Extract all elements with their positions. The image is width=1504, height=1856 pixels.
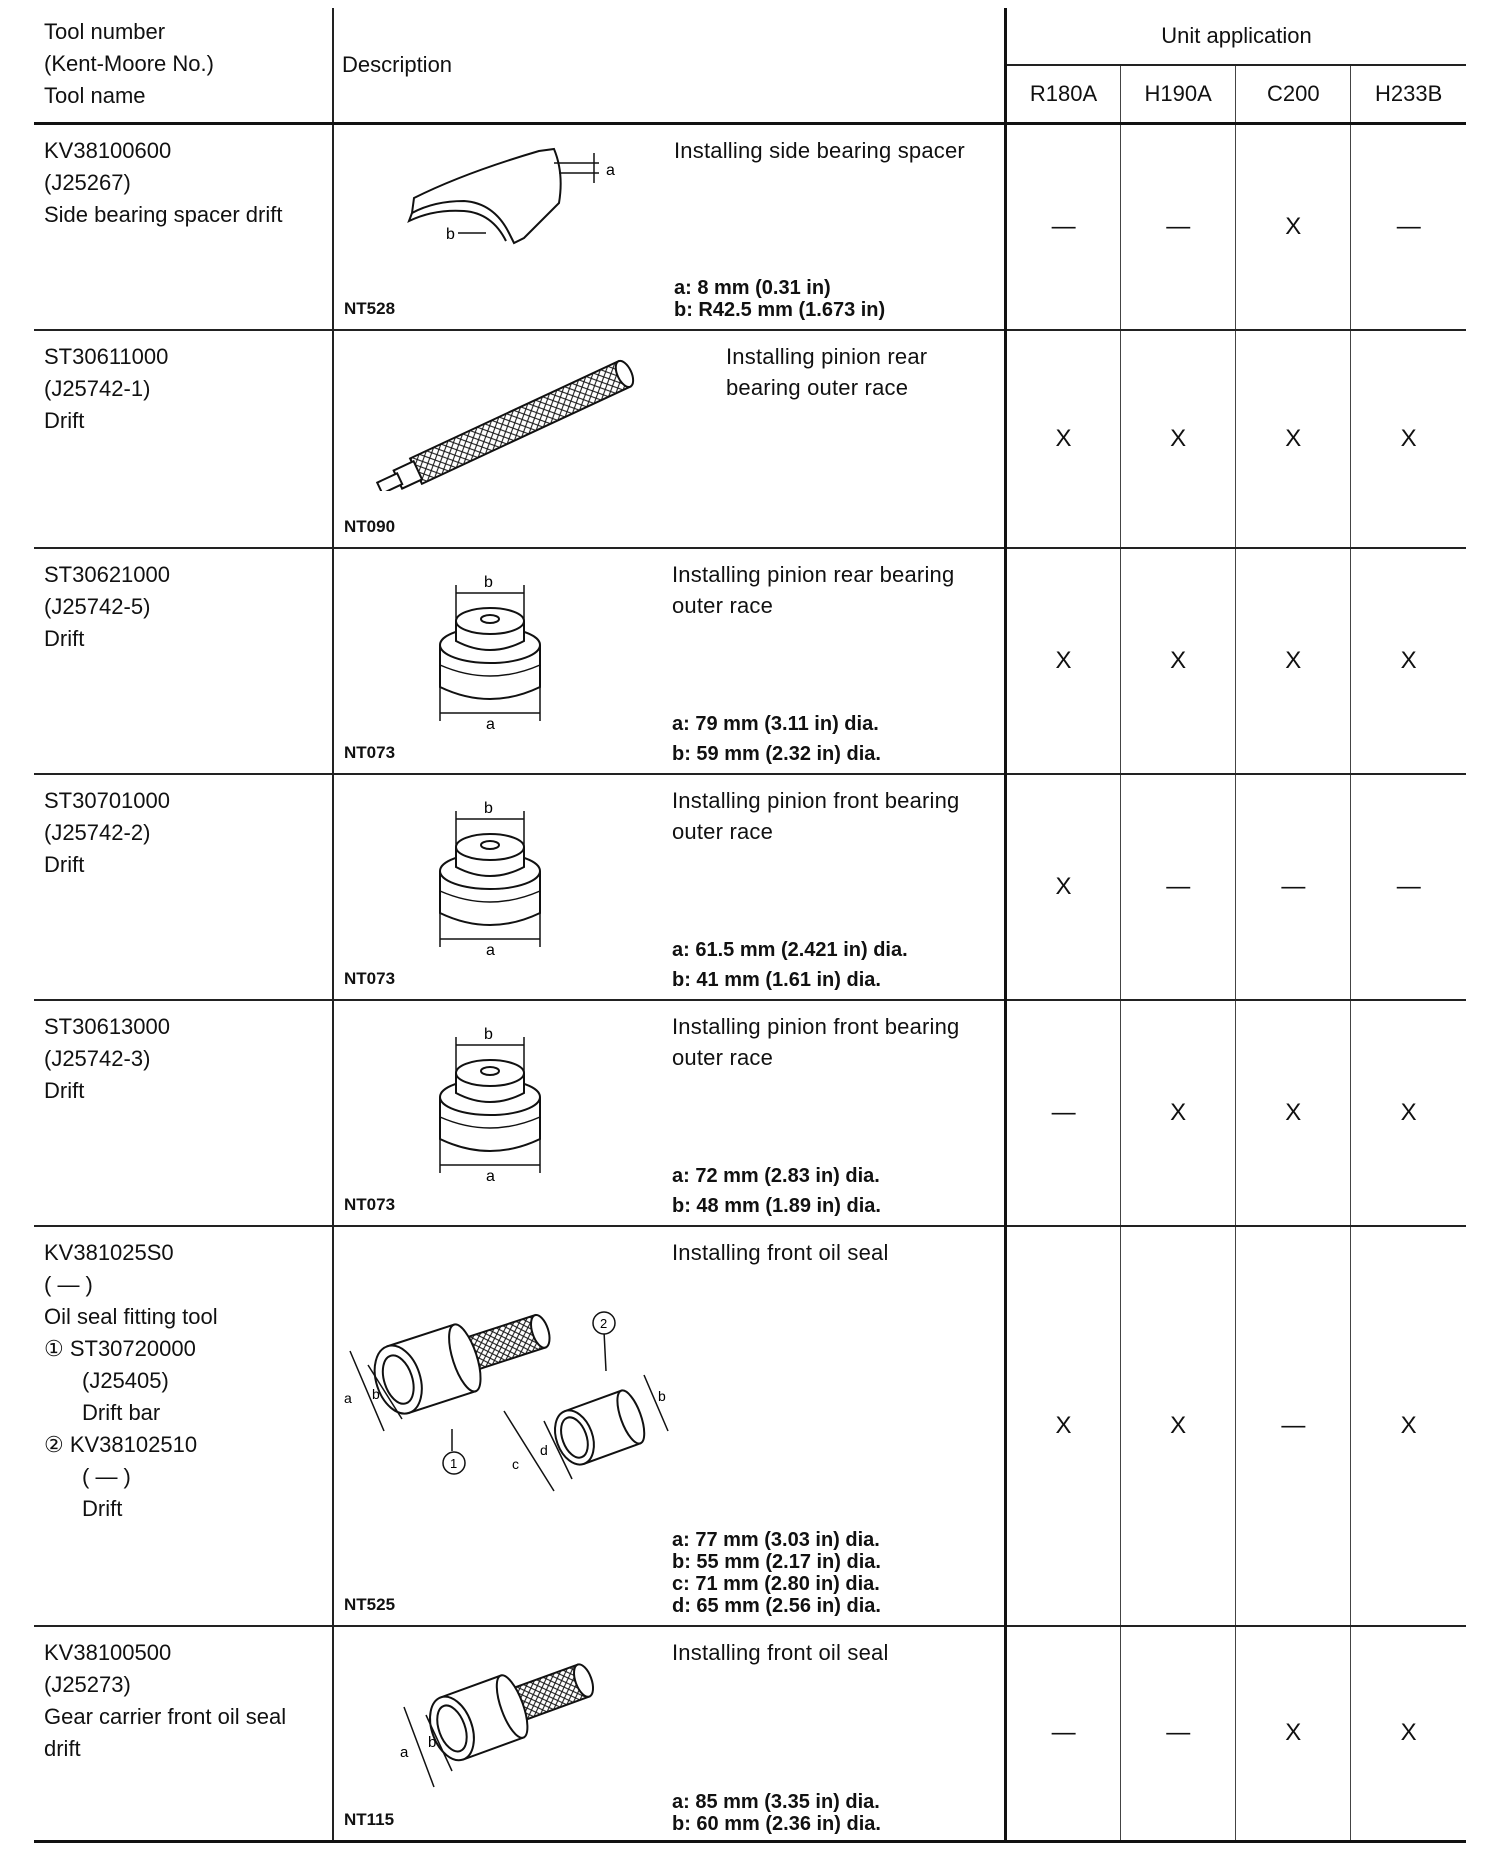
unit-cell-c200: X [1236, 1626, 1351, 1842]
unit-cell-c200: X [1236, 330, 1351, 548]
description-text: Installing pinion rear bearing outer race [726, 343, 928, 400]
header-kent-moore: (Kent-Moore No.) [44, 51, 214, 76]
tool-cell [34, 1626, 333, 1842]
tool-cell [34, 1226, 333, 1626]
header-unit-h190a: H190A [1121, 65, 1236, 124]
svg-text:a: a [606, 162, 615, 179]
figure-code: NT073 [344, 968, 396, 988]
kent-moore-number: (J25742-1) [44, 375, 151, 401]
unit-cell-h233b: X [1351, 1226, 1466, 1626]
drift-stepped-disc-illustration [434, 795, 554, 955]
table-row [34, 548, 1466, 774]
dimensions: a: 72 mm (2.83 in) dia. b: 48 mm (1.89 in) dia. [672, 1164, 881, 1217]
unit-cell-h190a: X [1121, 1226, 1236, 1626]
description-cell [333, 1626, 1006, 1842]
kent-moore-number: (J25267) [44, 170, 131, 195]
svg-text:b: b [372, 1385, 380, 1402]
tool-name: Drift [44, 625, 85, 651]
svg-text:c: c [512, 1455, 519, 1472]
tool-cell [34, 124, 333, 330]
drift-stepped-disc-illustration [434, 569, 554, 729]
tool-number: KV38100600 [44, 138, 172, 163]
table-row [34, 124, 1466, 330]
tool-number: ST30613000 [44, 1013, 170, 1039]
unit-cell-r180a: X [1006, 1226, 1121, 1626]
component-1-name: Drift bar [82, 1399, 161, 1425]
unit-cell-r180a: — [1006, 1626, 1121, 1842]
header-unit-application: Unit application [1006, 8, 1467, 65]
gear-carrier-front-oil-seal-drift-illustration [374, 1647, 624, 1797]
unit-cell-h233b: X [1351, 548, 1466, 774]
kent-moore-number: (J25742-5) [44, 593, 151, 619]
tool-number: ST30621000 [44, 561, 170, 587]
special-tools-table-sheet [34, 8, 1466, 1843]
drift-stepped-disc-illustration [434, 1021, 554, 1181]
svg-text:b: b [446, 226, 455, 243]
svg-text:a: a [344, 1389, 352, 1406]
oil-seal-fitting-tool-illustration [344, 1311, 684, 1511]
dimensions: a: 85 mm (3.35 in) dia. b: 60 mm (2.36 in) dia. [672, 1790, 881, 1835]
dimensions: a: 61.5 mm (2.421 in) dia. b: 41 mm (1.61 in) dia. [672, 938, 908, 991]
description-cell [333, 330, 1006, 548]
svg-text:a: a [400, 1743, 409, 1761]
unit-cell-h233b: — [1351, 124, 1466, 330]
description-cell [333, 1226, 1006, 1626]
svg-text:b: b [428, 1733, 437, 1751]
tool-number: ST30701000 [44, 787, 170, 813]
tool-name: Drift [44, 1077, 85, 1103]
description-text: Installing side bearing spacer [674, 138, 965, 163]
header-unit-r180a: R180A [1006, 65, 1121, 124]
unit-cell-h190a: X [1121, 1000, 1236, 1226]
tool-number: ST30611000 [44, 343, 169, 369]
figure-code: NT073 [344, 742, 396, 762]
svg-text:1: 1 [450, 1455, 458, 1471]
dimensions: a: 77 mm (3.03 in) dia. b: 55 mm (2.17 in) dia. c: 71 mm (2.80 in) dia. d: 65 mm (2.56 in) dia. [672, 1528, 881, 1617]
unit-cell-h190a: — [1121, 774, 1236, 1000]
kent-moore-number: (J25742-3) [44, 1045, 151, 1071]
unit-cell-c200: X [1236, 124, 1351, 330]
table-row [34, 330, 1466, 548]
tool-name: Side bearing spacer drift [44, 202, 283, 227]
svg-text:2: 2 [600, 1315, 608, 1331]
header-unit-c200: C200 [1236, 65, 1351, 124]
tool-number: KV381025S0 [44, 1239, 174, 1265]
figure-code: NT090 [344, 516, 396, 536]
figure-code: NT115 [344, 1810, 395, 1829]
svg-text:d: d [540, 1441, 548, 1458]
unit-cell-h190a: — [1121, 1626, 1236, 1842]
description-cell [333, 548, 1006, 774]
side-bearing-spacer-drift-illustration [374, 143, 624, 263]
unit-cell-h233b: — [1351, 774, 1466, 1000]
special-tools-table [34, 8, 1466, 1843]
description-text: Installing front oil seal [672, 1639, 889, 1665]
svg-text:b: b [484, 573, 493, 591]
description-cell [333, 1000, 1006, 1226]
unit-cell-r180a: — [1006, 1000, 1121, 1226]
description-text: Installing pinion front bearing outer race [672, 1013, 960, 1070]
unit-cell-h190a: — [1121, 124, 1236, 330]
header-description: Description [333, 8, 1006, 124]
unit-cell-h233b: X [1351, 1000, 1466, 1226]
svg-text:b: b [484, 1025, 493, 1043]
svg-text:a: a [486, 1167, 495, 1181]
svg-text:b: b [658, 1387, 666, 1404]
svg-text:a: a [486, 941, 495, 955]
kent-moore-number: ( — ) [44, 1271, 93, 1297]
description-text: Installing front oil seal [672, 1239, 889, 1265]
drift-knurled-bar-illustration [354, 351, 674, 491]
tool-cell [34, 774, 333, 1000]
tool-cell [34, 1000, 333, 1226]
tool-name-cont: drift [44, 1735, 81, 1761]
unit-cell-h233b: X [1351, 1626, 1466, 1842]
dimensions: a: 79 mm (3.11 in) dia. b: 59 mm (2.32 in) dia. [672, 712, 881, 765]
unit-cell-h190a: X [1121, 330, 1236, 548]
table-row [34, 1000, 1466, 1226]
description-text: Installing pinion rear bearing outer race [672, 561, 955, 618]
component-2-number: ② KV38102510 [44, 1431, 198, 1457]
tool-cell [34, 330, 333, 548]
unit-cell-r180a: X [1006, 774, 1121, 1000]
unit-cell-r180a: X [1006, 548, 1121, 774]
component-1-kent-moore: (J25405) [82, 1367, 169, 1393]
tool-cell [34, 548, 333, 774]
unit-cell-c200: — [1236, 774, 1351, 1000]
figure-code: NT073 [344, 1194, 396, 1214]
kent-moore-number: (J25742-2) [44, 819, 151, 845]
table-row [34, 1626, 1466, 1842]
dimensions: a: 8 mm (0.31 in) b: R42.5 mm (1.673 in) [674, 277, 886, 321]
unit-cell-c200: X [1236, 1000, 1351, 1226]
svg-text:b: b [484, 799, 493, 817]
description-cell [333, 124, 1006, 330]
unit-cell-h233b: X [1351, 330, 1466, 548]
unit-cell-c200: — [1236, 1226, 1351, 1626]
figure-code: NT528 [344, 298, 396, 318]
tool-name: Oil seal fitting tool [44, 1303, 218, 1329]
tool-name: Drift [44, 851, 85, 877]
unit-cell-r180a: X [1006, 330, 1121, 548]
unit-cell-h190a: X [1121, 548, 1236, 774]
header-unit-h233b: H233B [1351, 65, 1466, 124]
svg-text:a: a [486, 715, 495, 729]
header-tool-name: Tool name [44, 83, 146, 108]
component-2-name: Drift [82, 1495, 123, 1521]
table-row [34, 774, 1466, 1000]
description-cell [333, 774, 1006, 1000]
unit-cell-r180a: — [1006, 124, 1121, 330]
component-2-kent-moore: ( — ) [82, 1463, 131, 1489]
tool-name: Drift [44, 407, 85, 433]
figure-code: NT525 [344, 1594, 396, 1614]
component-1-number: ① ST30720000 [44, 1335, 196, 1361]
unit-cell-c200: X [1236, 548, 1351, 774]
header-tool-column [34, 8, 333, 124]
tool-name: Gear carrier front oil seal [44, 1703, 287, 1729]
description-text: Installing pinion front bearing outer race [672, 787, 960, 844]
table-row [34, 1226, 1466, 1626]
kent-moore-number: (J25273) [44, 1671, 131, 1697]
tool-number: KV38100500 [44, 1639, 172, 1665]
header-tool-number: Tool number [44, 19, 166, 44]
